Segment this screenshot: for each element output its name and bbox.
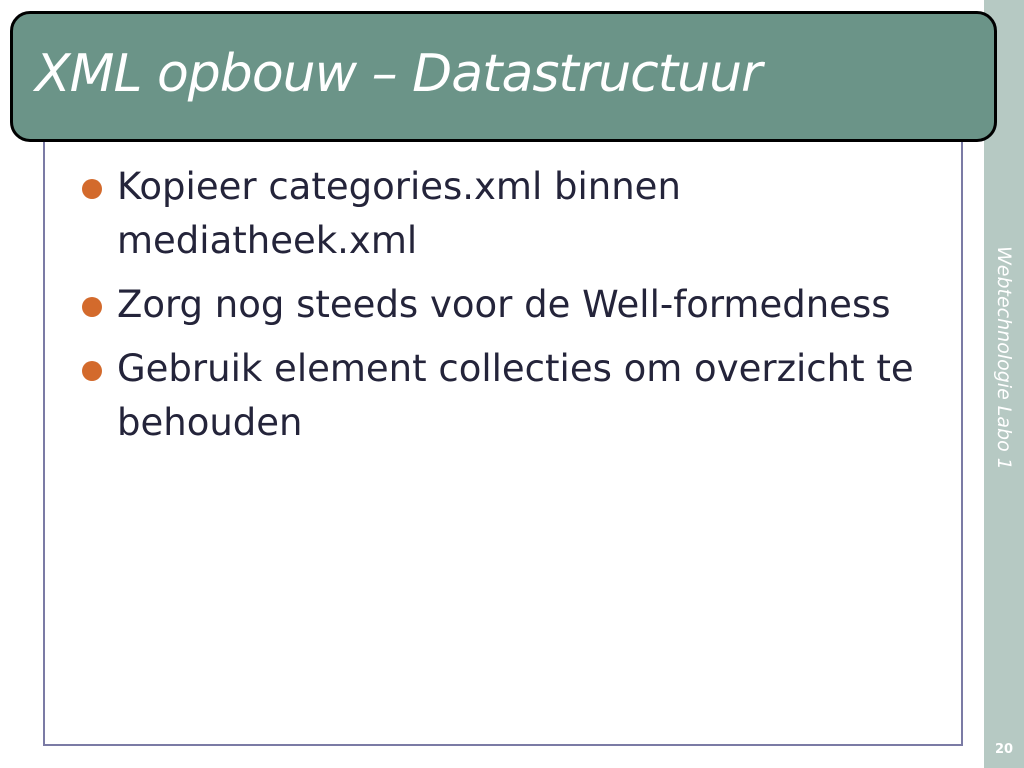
bullet-item xyxy=(78,342,938,450)
page-number: 20 xyxy=(994,742,1014,757)
title-bar xyxy=(10,11,997,142)
bullet-dot-icon xyxy=(82,361,102,381)
slide-title: XML opbouw – Datastructuur xyxy=(35,44,762,104)
bullet-item xyxy=(78,278,938,332)
sidebar-label: Webtechnologie Labo 1 xyxy=(993,246,1015,470)
bullet-text: Gebruik element collecties om overzicht te behouden xyxy=(117,347,914,444)
bullet-dot-icon xyxy=(82,297,102,317)
bullet-list xyxy=(78,160,938,460)
bullet-item xyxy=(78,160,938,268)
bullet-text: Zorg nog steeds voor de Well-formedness xyxy=(117,283,891,326)
bullet-text: Kopieer categories.xml binnen mediatheek.xml xyxy=(117,165,681,262)
bullet-dot-icon xyxy=(82,179,102,199)
